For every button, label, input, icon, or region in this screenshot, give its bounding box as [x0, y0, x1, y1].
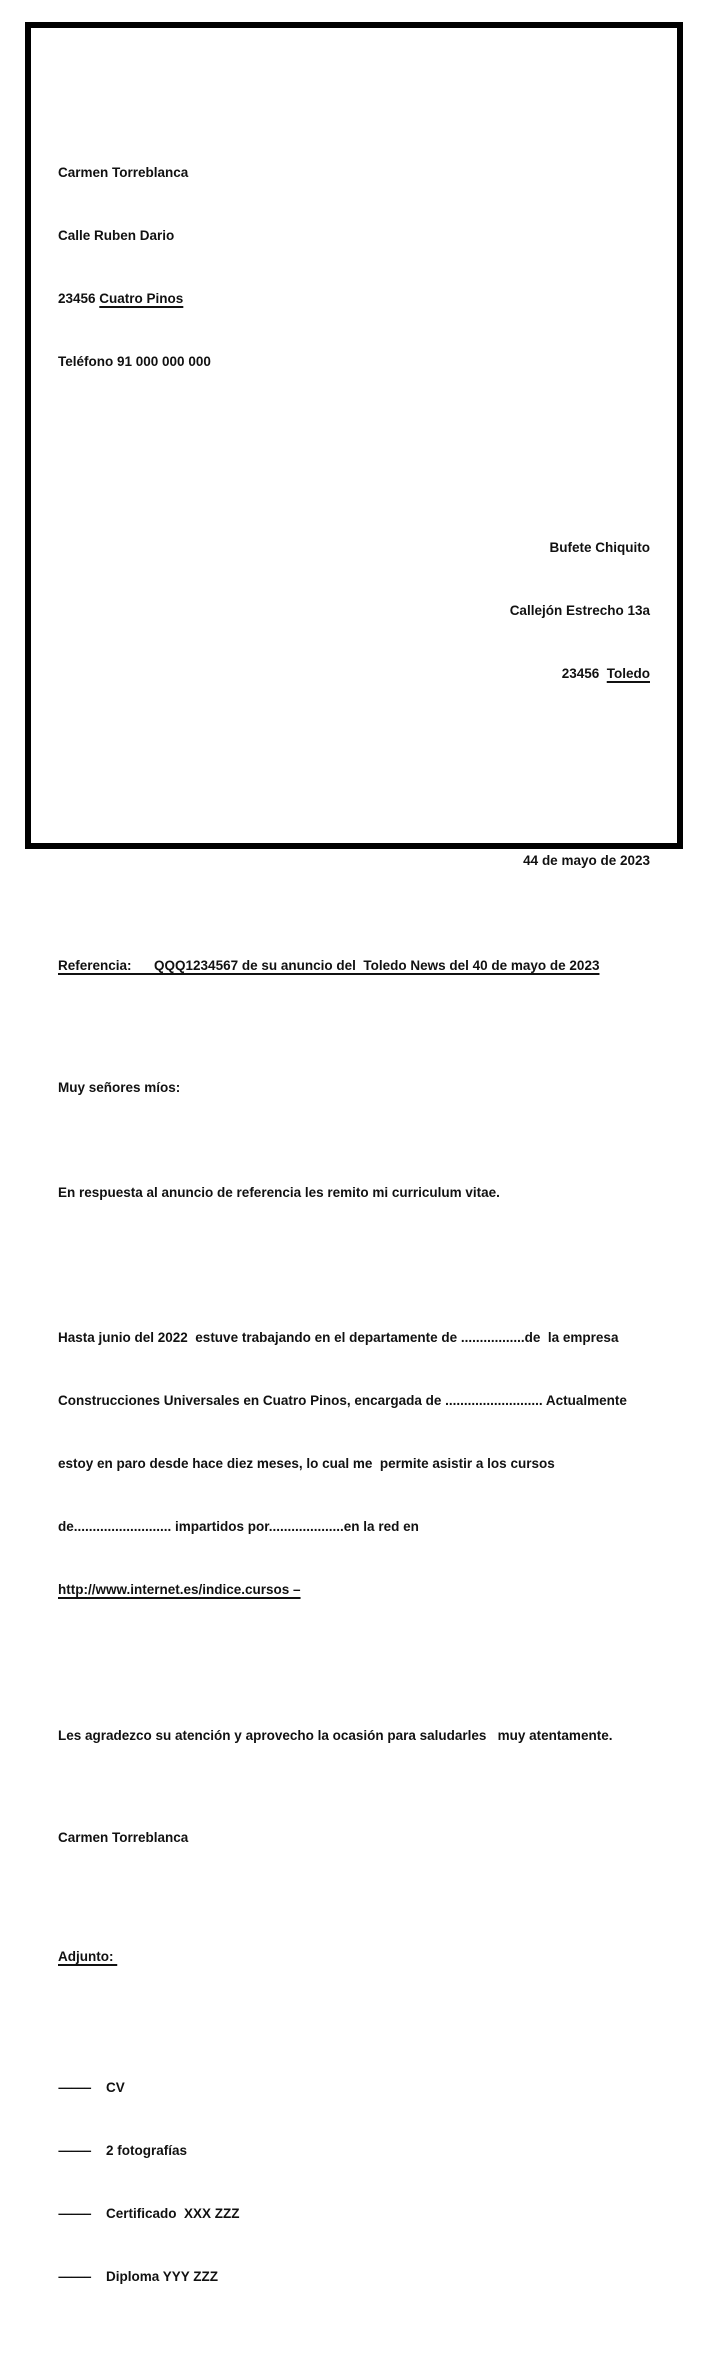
salutation: Muy señores míos:: [58, 1080, 181, 1095]
attachment-label: Certificado XXX ZZZ: [106, 2206, 240, 2221]
recipient-city-line: [58, 663, 650, 684]
attachments-list: [58, 2035, 650, 2329]
signature-name: Carmen Torreblanca: [58, 1830, 189, 1845]
reference-line: [58, 955, 650, 976]
recipient-address-block: [58, 495, 650, 726]
body-paragraph-1: En respuesta al anuncio de referencia les remito mi curriculum vitae.: [58, 1185, 500, 1200]
dash-bullet: –––––: [58, 2080, 91, 2095]
reference-text: Referencia: QQQ1234567 de su anuncio del Toledo News del 40 de mayo de 2023: [58, 958, 600, 973]
attachment-item: [58, 2077, 650, 2098]
recipient-street: Callejón Estrecho 13a: [509, 603, 650, 618]
recipient-city: Toledo: [606, 666, 650, 681]
sender-city: Cuatro Pinos: [99, 291, 184, 306]
dash-bullet: –––––: [58, 2269, 91, 2284]
body-paragraph-2-line: Hasta junio del 2022 estuve trabajando en el departamente de .................de la empresa: [58, 1330, 619, 1345]
body-paragraph-2-line: estoy en paro desde hace diez meses, lo cual me permite asistir a los cursos: [58, 1456, 555, 1471]
recipient-postal-code: 23456: [561, 666, 607, 681]
dash-bullet: –––––: [58, 2143, 91, 2158]
sender-city-line: [58, 288, 650, 309]
sender-phone: Teléfono 91 000 000 000: [58, 354, 211, 369]
sender-name: Carmen Torreblanca: [58, 165, 189, 180]
letter-content: [58, 57, 650, 2371]
body-paragraph-2: [58, 1285, 650, 1642]
attachments-heading: [58, 1946, 650, 1967]
attachment-label: CV: [106, 2080, 125, 2095]
attachment-item: [58, 2266, 650, 2287]
dash-bullet: –––––: [58, 2206, 91, 2221]
sender-postal-code: 23456: [58, 291, 100, 306]
body-paragraph-2-line: de.......................... impartidos por....................en la red en: [58, 1519, 419, 1534]
date-line: 44 de mayo de 2023: [523, 853, 650, 868]
attachment-label: 2 fotografías: [106, 2143, 188, 2158]
body-paragraph-2-line: Construcciones Universales en Cuatro Pinos, encargada de .......................... Actualmente: [58, 1393, 627, 1408]
attachment-item: [58, 2140, 650, 2161]
url-text: http://www.internet.es/indice.cursos –: [58, 1582, 301, 1597]
recipient-company: Bufete Chiquito: [549, 540, 650, 555]
sender-address-block: [58, 120, 650, 414]
closing-line: Les agradezco su atención y aprovecho la ocasión para saludarles muy atentamente.: [58, 1728, 613, 1743]
attachment-item: [58, 2203, 650, 2224]
attachment-label: Diploma YYY ZZZ: [106, 2269, 219, 2284]
url-line: [58, 1579, 650, 1600]
attachments-heading-text: Adjunto:: [58, 1949, 118, 1964]
sender-street: Calle Ruben Dario: [58, 228, 175, 243]
